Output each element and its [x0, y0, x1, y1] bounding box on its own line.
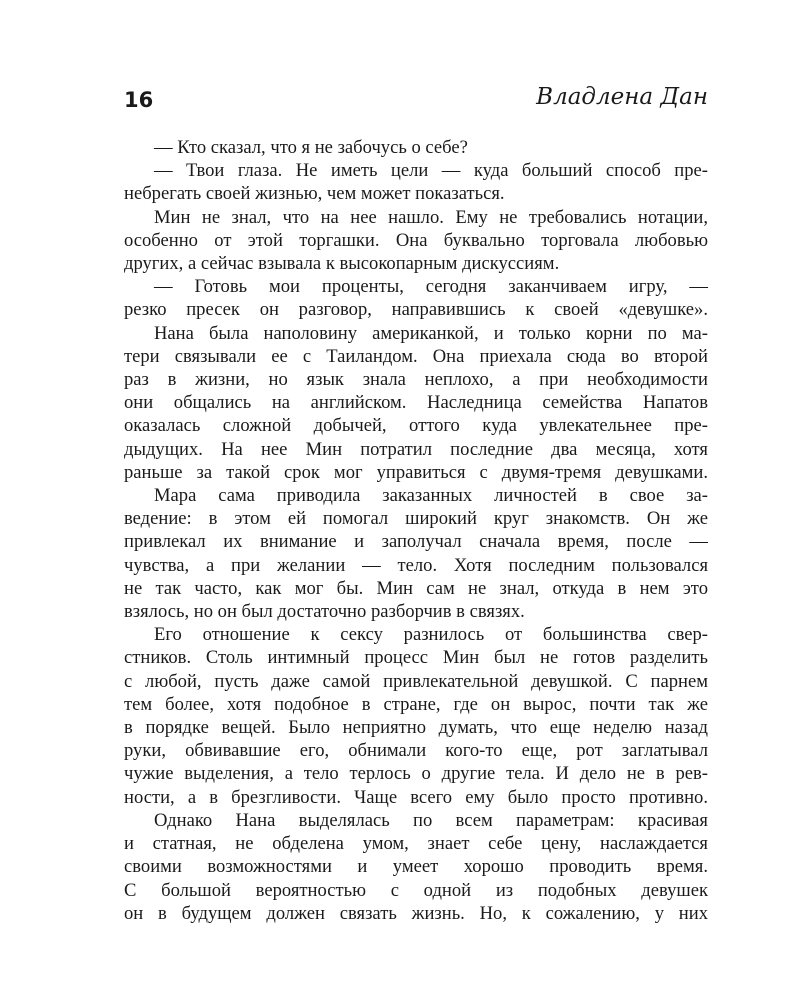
text-line: других, а сейчас взывала к высокопарным дискуссиям. — [124, 253, 560, 275]
text-line: тери связывали ее с Таиландом. Она приехала сюда во второй — [124, 345, 708, 367]
text-line: Нана была наполовину американкой, и только корни по ма- — [154, 322, 708, 344]
text-line: взялось, но он был достаточно разборчив в связях. — [124, 601, 525, 623]
body-text — [124, 136, 708, 925]
text-line: раньше за такой срок мог управиться с двумя-тремя девушками. — [124, 461, 708, 483]
running-head-author: Владлена Дан — [536, 84, 708, 110]
text-line: оказалась сложной добычей, оттого куда увлекательнее пре- — [124, 415, 708, 437]
text-line: раз в жизни, но язык знала неплохо, а при необходимости — [124, 369, 708, 391]
text-line: — Твои глаза. Не иметь цели — куда больший способ пре- — [154, 160, 708, 182]
page-header — [124, 84, 708, 118]
text-line: стников. Столь интимный процесс Мин был не готов разделить — [124, 647, 708, 669]
text-line: в порядке вещей. Было неприятно думать, что еще неделю назад — [124, 717, 708, 739]
text-line: С большой вероятностью с одной из подобных девушек — [124, 879, 708, 901]
page-number: 16 — [124, 88, 154, 112]
text-line: ведение: в этом ей помогал широкий круг знакомств. Он же — [124, 508, 708, 530]
text-line: своими возможностями и умеет хорошо проводить время. — [124, 856, 708, 878]
text-line: Однако Нана выделялась по всем параметрам: красивая — [154, 809, 708, 831]
text-line: и статная, не обделена умом, знает себе цену, наслаждается — [124, 833, 708, 855]
text-line: резко пресек он разговор, направившись к своей «девушке». — [124, 299, 708, 321]
text-line: ности, а в брезгливости. Чаще всего ему было просто противно. — [124, 786, 708, 808]
text-line: Его отношение к сексу разнилось от большинства свер- — [154, 624, 708, 646]
text-line: дыдущих. На нее Мин потратил последние два месяца, хотя — [124, 438, 708, 460]
text-line: с любой, пусть даже самой привлекательной девушкой. С парнем — [124, 670, 708, 692]
text-line: они общались на английском. Наследница семейства Напатов — [124, 392, 708, 414]
text-line: чужие выделения, а тело терлось о другие тела. И дело не в рев- — [124, 763, 708, 785]
text-line: привлекал их внимание и заполучал сначала время, после — — [124, 531, 708, 553]
text-line: Мара сама приводила заказанных личностей в свое за- — [154, 485, 708, 507]
text-line: чувства, а при желании — тело. Хотя последним пользовался — [124, 554, 708, 576]
text-line: руки, обвивавшие его, обнимали кого-то еще, рот заглатывал — [124, 740, 708, 762]
text-line: — Кто сказал, что я не забочусь о себе? — [154, 137, 468, 158]
text-line: тем более, хотя подобное в стране, где он вырос, почти так же — [124, 693, 708, 715]
text-line: Мин не знал, что на нее нашло. Ему не требовались нотации, — [154, 206, 708, 228]
text-line: не так часто, как мог бы. Мин сам не знал, откуда в нем это — [124, 577, 708, 599]
text-line: небрегать своей жизнью, чем может показаться. — [124, 183, 505, 205]
text-line: он в будущем должен связать жизнь. Но, к сожалению, у них — [124, 902, 708, 924]
text-line: — Готовь мои проценты, сегодня заканчиваем игру, — — [154, 276, 708, 298]
text-line: особенно от этой торгашки. Она буквально торговала любовью — [124, 229, 708, 251]
